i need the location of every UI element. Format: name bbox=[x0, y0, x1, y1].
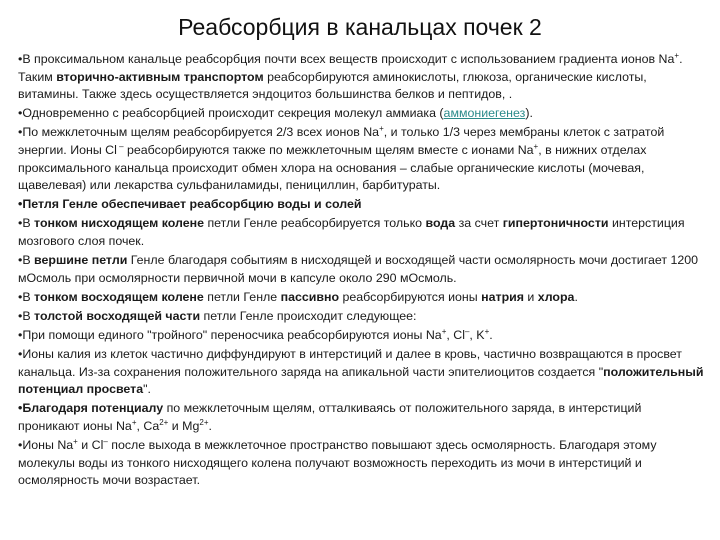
superscript: + bbox=[533, 141, 539, 151]
text: реабсорбируются ионы bbox=[339, 289, 482, 304]
text: , K bbox=[469, 327, 485, 342]
bold-text: толстой восходящей части bbox=[34, 308, 201, 323]
superscript: + bbox=[73, 436, 78, 446]
bold-text: тонком восходящем колене bbox=[34, 289, 204, 304]
text: Генле благодаря событиям в нисходящей и восходящей части осмолярность мочи достигает 1200 мОсмоль при осмолярности первичной мочи в капсуле около 290 мОсмоль. bbox=[18, 253, 699, 285]
superscript: + bbox=[441, 326, 447, 336]
text: реабсорбируются также по межклеточным щелям вместе с ионами Na bbox=[123, 142, 534, 157]
text: •В bbox=[18, 253, 35, 268]
text: . bbox=[208, 418, 212, 433]
bold-text: натрия bbox=[481, 289, 524, 304]
text: и bbox=[523, 289, 538, 304]
text: ". bbox=[143, 382, 151, 397]
paragraph-loop-apex bbox=[18, 252, 704, 287]
text: •В проксимальном канальце реабсорбция почти всех веществ происходит с использованием градиента ионов Na bbox=[18, 52, 675, 66]
slide-content bbox=[18, 51, 704, 491]
bold-text: тонком нисходящем колене bbox=[34, 216, 205, 231]
text: •В bbox=[18, 308, 35, 323]
superscript: – bbox=[103, 436, 108, 446]
text: . Таким bbox=[18, 52, 683, 84]
text: •В bbox=[18, 216, 35, 231]
text: и Mg bbox=[168, 418, 200, 433]
paragraph-thin-descending bbox=[18, 215, 704, 250]
superscript: + bbox=[379, 124, 384, 134]
slide-title: Реабсорбция в канальцах почек 2 bbox=[178, 14, 542, 40]
superscript: + bbox=[674, 50, 680, 60]
superscript: + bbox=[131, 417, 137, 427]
bold-text: хлора bbox=[537, 289, 575, 304]
superscript: + bbox=[484, 326, 490, 336]
superscript: 2+ bbox=[159, 417, 169, 427]
text: по межклеточным щелям, отталкиваясь от положительного заряда, в интерстиций проникают ионы Na bbox=[18, 401, 642, 433]
paragraph-henle-loop bbox=[18, 196, 704, 214]
text: , и только 1/3 через мембраны клеток с затратой энергии. Ионы Cl bbox=[18, 125, 665, 157]
text: петли Генле реабсорбируется только bbox=[204, 216, 426, 231]
text: ). bbox=[525, 106, 533, 121]
bold-text: •Благодаря потенциалу bbox=[18, 401, 164, 416]
text: •В bbox=[18, 289, 35, 304]
bold-text: вторично-активным транспортом bbox=[56, 69, 264, 84]
bold-text: положительный потенциал просвета bbox=[18, 364, 704, 397]
text: интерстиция мозгового слоя почек. bbox=[18, 216, 685, 248]
text: , Ca bbox=[136, 418, 160, 433]
text: петли Генле происходит следующее: bbox=[200, 308, 417, 323]
paragraph-triple-transporter bbox=[18, 327, 704, 345]
text: •Ионы Na bbox=[18, 437, 74, 452]
bold-text: •Петля Генле обеспечивает реабсорбцию воды и солей bbox=[18, 197, 362, 212]
text: , в нижних отделах проксимального канальца происходит обмен хлора на основания – слабые органические кислоты (мочевая, щавелевая) или лекарства сульфаниламиды, пенициллин, барбитураты. bbox=[18, 142, 647, 193]
bold-text: пассивно bbox=[280, 289, 340, 304]
text: после выхода в межклеточное пространство повышают здесь осмолярность. Благодаря этому молекулы воды из тонкого нисходящего колена получают возможность переходить из мочи в интерстиций и осмолярность мочи возрастает. bbox=[18, 437, 657, 488]
paragraph-osmolarity bbox=[18, 437, 704, 490]
paragraph-potassium-ions bbox=[18, 346, 704, 399]
text: и Cl bbox=[77, 437, 104, 452]
paragraph-proximal-reabsorption bbox=[18, 51, 704, 104]
text: •По межклеточным щелям реабсорбируется 2/3 всех ионов Na bbox=[18, 125, 380, 140]
text: •Ионы калия из клеток частично диффундируют в интерстиций и далее в кровь, частично возвращаются в просвет канальца. Из-за сохранения положительного заряда на апикальной части эпителиоцитов создается " bbox=[18, 347, 682, 379]
text: . bbox=[489, 327, 493, 342]
paragraph-thick-ascending bbox=[18, 308, 704, 326]
superscript: – bbox=[464, 326, 470, 336]
paragraph-thin-ascending bbox=[18, 289, 704, 307]
text: за счет bbox=[455, 216, 503, 231]
superscript: – bbox=[116, 141, 124, 151]
paragraph-ammonia-secretion bbox=[18, 105, 704, 123]
bold-text: вода bbox=[425, 216, 456, 231]
text: •При помощи единого "тройного" переносчика реабсорбируются ионы Na bbox=[18, 327, 442, 342]
text: петли Генле bbox=[203, 289, 281, 304]
superscript: 2+ bbox=[199, 417, 209, 427]
text: , Cl bbox=[446, 327, 465, 342]
bold-text: вершине петли bbox=[34, 253, 128, 268]
text: . bbox=[574, 289, 578, 304]
paragraph-intercellular-clefts bbox=[18, 124, 704, 194]
paragraph-potential bbox=[18, 400, 704, 435]
ammoniogenesis-link[interactable]: аммониегенез bbox=[443, 106, 526, 121]
text: •Одновременно с реабсорбцией происходит секреция молекул аммиака ( bbox=[18, 106, 444, 121]
bold-text: гипертоничности bbox=[502, 216, 609, 231]
text: реабсорбируются аминокислоты, глюкоза, органические кислоты, витамины. Также здесь осуществляется эндоцитоз большинства белков и пептидов, . bbox=[18, 69, 647, 102]
